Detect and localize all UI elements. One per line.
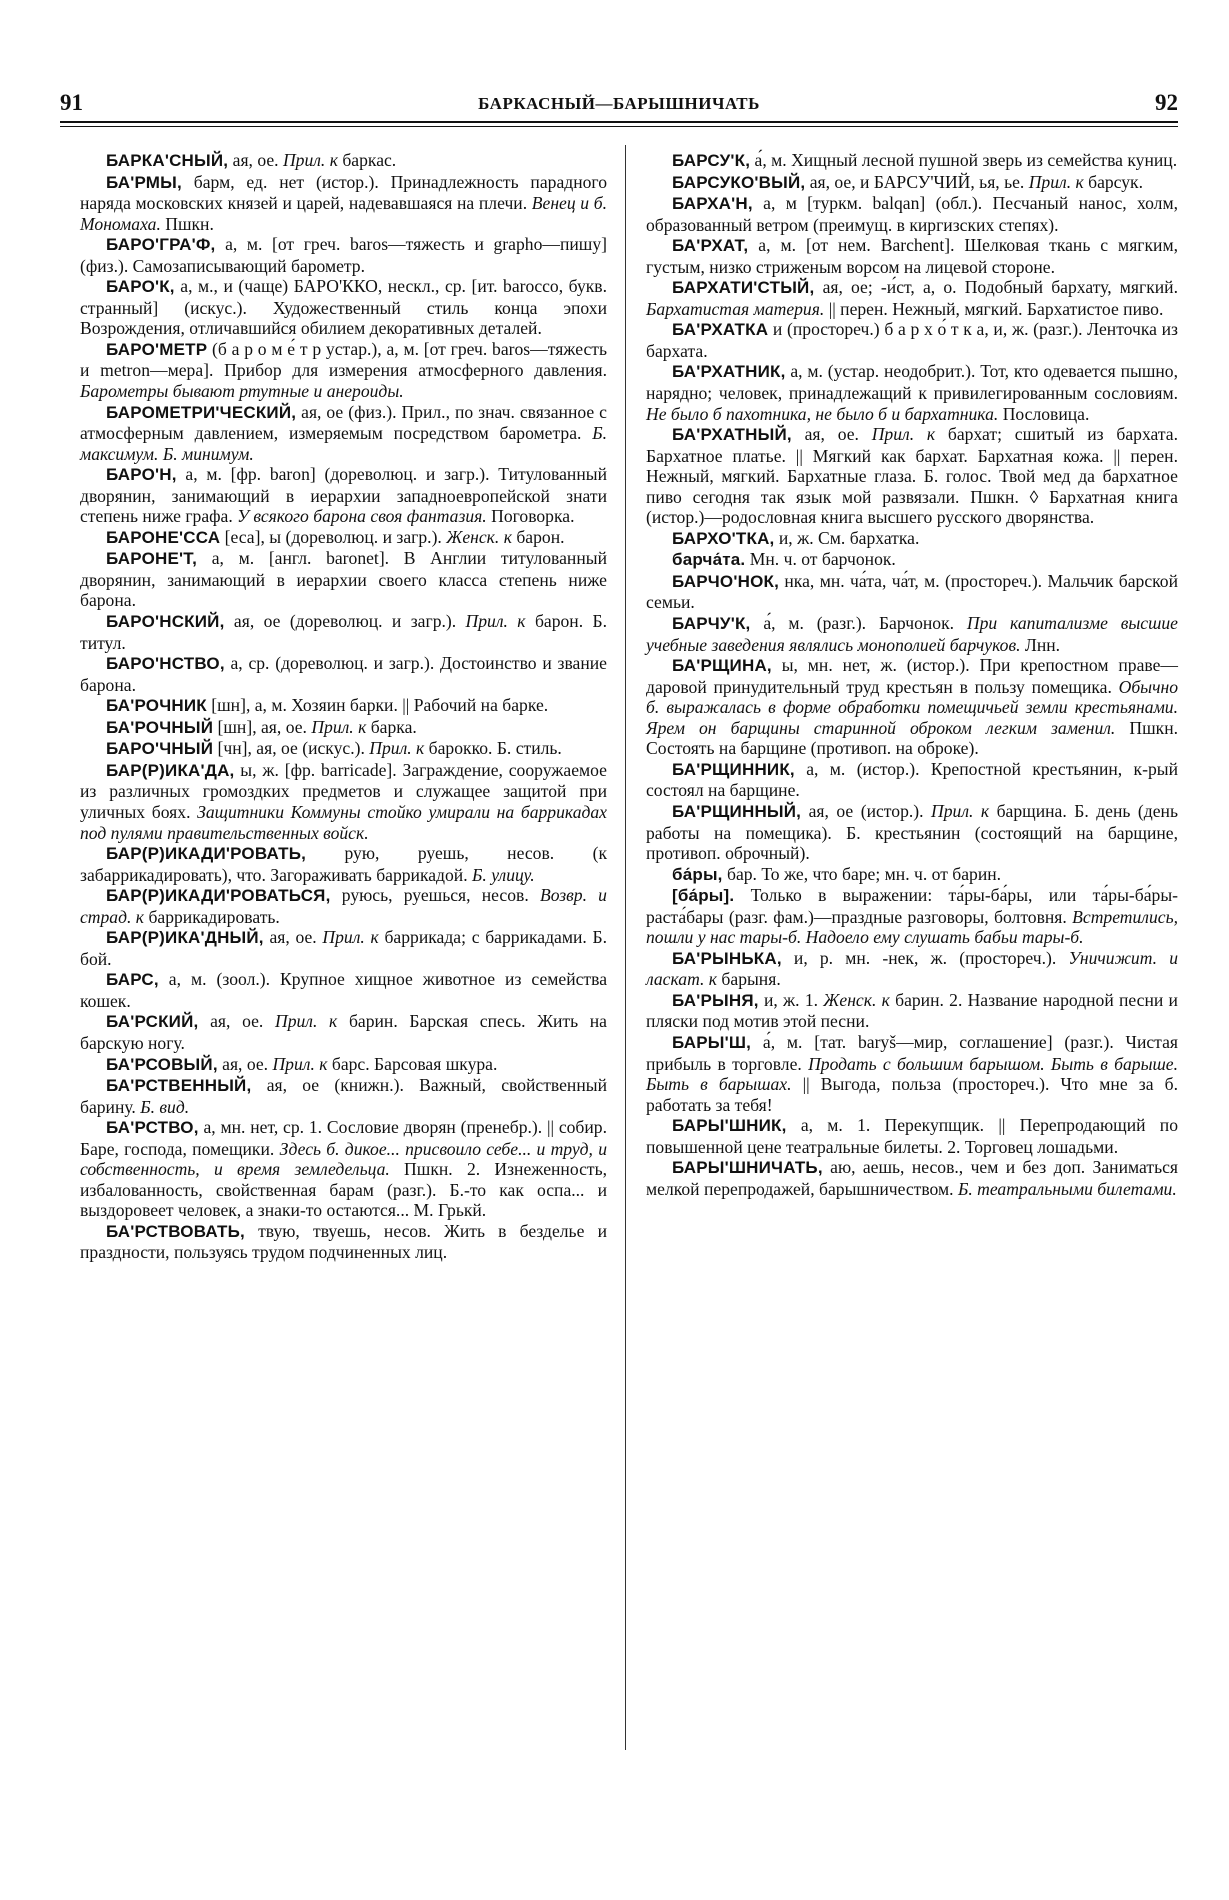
entry-italic: Б. вид. [140,1096,190,1117]
entry [80,885,607,927]
entry [80,1075,607,1117]
entry [80,738,607,760]
entry-text: аю, аешь, несов., чем и без доп. Заниматься мелкой перепродажей, барышничеством. [646,1157,1178,1199]
entry-text: ая, ое. [228,150,283,170]
entry-italic: Женск. к [823,989,890,1010]
entry-text: Мн. ч. от барчонок. [745,549,896,570]
entry [80,464,607,527]
entry [646,885,1178,948]
entry [646,172,1178,194]
entry-tail: баркас. [337,150,397,170]
page-number-right: 92 [1155,90,1178,115]
column-left [80,150,607,1263]
headword: БАРО'ЧНЫЙ [106,739,214,759]
entry [646,613,1178,655]
entry-tail: Пшкн. Состоять на барщине (противоп. на оброке). [646,717,1179,759]
headword: БАРСУ'К, [672,151,751,170]
entry-tail: Пословица. [998,403,1090,424]
entry [646,549,1178,571]
entry-text: и (простореч.) б а р х о́ т к а, и, ж. (разг.). Ленточка из бархата. [646,319,1178,361]
entry-italic: Встретились, пошли у нас тары-б. Надоело ему слушать бабьи тары-б. [646,906,1178,948]
entry-text: а́, м. (разг.). Барчонок. [750,613,967,634]
entry-text: а, м. (устар. неодобрит.). Тот, кто одевается пышно, нарядно; человек, принадлежащий к привилегированным сословиям. [646,361,1178,404]
entry [80,1117,607,1221]
entry [646,1032,1178,1115]
entry-tail: || перен. Нежный, мягкий. Бархатистое пиво. [824,298,1164,319]
header-rule-top [60,121,1178,123]
entry [80,969,607,1011]
entry-italic: Здесь б. дикое... присвоило себе... и труд, и собственность, и время земледельца. [80,1138,607,1180]
headword: БА'РОЧНЫЙ [106,717,214,737]
entry [80,695,607,717]
entry-text: и, р. мн. -нек, ж. (простореч.). [781,947,1069,968]
headword: БАРО'Н, [106,465,177,485]
entry-italic: Бархатистая материя. [646,298,825,319]
headword: [ба́ры]. [672,886,735,906]
entry-text: [еса], ы (дореволюц. и загр.). [220,526,447,547]
entry-text: (б а р о м е́ т р устар.), а, м. [от греч. baros—тяжесть и metron—мера]. Прибор для измерения атмосферного давления. [80,338,607,381]
entry-text: ая, ое (дореволюц. и загр.). [224,611,466,632]
entry-tail: баррикадировать. [144,906,280,927]
entry [80,172,607,235]
entry [80,760,607,843]
entry [80,611,607,653]
entry-text: Только в выражении: та́ры-ба́ры, или та́ры-ба́ры-раста́бары (разг. фам.)—праздные разговоры, болтовня. [646,885,1178,927]
entry-italic: Прил. к [322,927,379,948]
entry-italic: Прил. к [369,738,425,759]
entry-text: ая, ое, и БАРСУ'ЧИЙ, ья, ье. [805,171,1029,192]
page-number-left: 91 [60,90,83,115]
headword: БАР(Р)ИКА'ДА, [106,760,235,780]
entry-text: ая, ое (физ.). Прил., по знач. связанное с атмосферным давлением, измеряемым посредством барометра. [80,401,607,444]
entry [80,1011,607,1053]
entry-text: [чн], ая, ое (искус.). [213,738,370,759]
entry-tail: барокко. Б. стиль. [424,738,562,759]
entry-italic: При капитализме высшие учебные заведения являлись монополией барчуков. [646,613,1178,655]
headword: БАРЫ'ШНИЧАТЬ, [672,1158,823,1178]
entry-tail: барыня. [717,969,781,990]
entry-text: ая, ое (книжн.). Важный, свойственный барину. [80,1075,607,1117]
entry-text: ая, ое. [217,1053,273,1074]
entry [80,1054,607,1076]
entry [646,150,1178,172]
entry-text: а́, м. [тат. baryš—мир, соглашение] (разг.). Чистая прибыль в торговле. [646,1031,1178,1074]
entry [646,235,1178,277]
headword: БА'РХАТНИК, [672,362,786,382]
entry-italic: Прил. к [275,1011,338,1032]
entry-text: бар. То же, что баре; мн. ч. от барин. [722,863,1002,884]
headword: БА'РМЫ, [106,172,182,192]
entry-text: а, м. [от греч. baros—тяжесть и grapho—пишу] (физ.). Самозаписывающий барометр. [80,234,607,276]
headword: БАРО'МЕТР [106,339,208,359]
headword: БА'РЫНЯ, [672,990,759,1010]
entry-text: а, м. [фр. baron] (дореволюц. и загр.). Титулованный дворянин, занимающий в иерархии западноевропейской знати степень ниже графа. [80,464,607,527]
headword: БА'РСТВОВАТЬ, [106,1221,245,1241]
headword: БАР(Р)ИКАДИ'РОВАТЬСЯ, [106,886,331,906]
entry-italic: Продать с большим барышом. Быть в барыше. Быть в барышах. [646,1053,1178,1095]
headword: БА'РХАТНЫЙ, [672,425,792,445]
entry-text: и, ж. 1. [758,989,824,1010]
entry-text: а, мн. нет, ср. 1. Сословие дворян (пренебр.). || собир. Баре, господа, помещики. [80,1117,607,1159]
entry-text: а, м., и (чаще) БАРО'ККО, нескл., ср. [ит. barocco, букв. странный] (искус.). Художественный стиль конца эпохи Возрождения, отличавшийся обилием декоративных деталей. [80,276,607,339]
entry-italic: Б. улицу. [472,864,535,885]
entry [80,234,607,276]
entry-italic: Возвр. и страд. к [80,885,607,927]
entry [80,527,607,549]
headword: БАРО'НСТВО, [106,654,225,674]
entry-tail: барсук. [1083,171,1143,192]
entry-text: а, м [туркм. balqan] (обл.). Песчаный нанос, холм, образованный ветром (преимущ. в киргизских степях). [646,193,1178,235]
headword: БАРЧУ'К, [672,614,751,634]
entry [80,927,607,969]
entry [646,424,1178,528]
entry [80,717,607,739]
entry-italic: Барометры бывают ртутные и анероиды. [80,381,404,402]
entry-tail: барс. Барсовая шкура. [327,1053,498,1074]
entry-italic: Венец и б. Мономаха. [80,193,608,234]
entry [646,1115,1178,1157]
entry [80,843,607,885]
entry-italic: Защитники Коммуны стойко умирали на баррикадах под пулями правительственных войск. [80,801,607,843]
headword: БАРС, [106,970,159,990]
headword: БА'РХАТ, [672,236,749,256]
entry-italic: Прил. к [282,150,338,170]
entry-text: барм, ед. нет (истор.). Принадлежность парадного наряда московских князей и царей, надевавшаяся на плечи. [80,171,607,214]
headword: БА'РОЧНИК [106,696,207,716]
headword: БАРКА'СНЫЙ, [106,151,229,170]
entry-italic: Прил. к [871,424,936,445]
headword: БАРХО'ТКА, [672,528,775,548]
entry-tail: барон. [511,526,565,547]
column-divider [625,145,626,1750]
headword: БАРЧО'НОК, [672,571,779,591]
headword: БАР(Р)ИКАДИ'РОВАТЬ, [106,844,307,864]
entry [646,571,1178,613]
entry-text: ая, ое; -и́ст, а, о. Подобный бархату, мягкий. [814,277,1178,298]
entry-text: а, м. (зоол.). Крупное хищное животное из семейства кошек. [80,969,607,1011]
headword: БАРСУКО'ВЫЙ, [672,172,806,192]
entry-tail: Пшкн. [160,213,214,234]
entry-text: а, ср. (дореволюц. и загр.). Достоинство и звание барона. [80,653,607,695]
entry-text: ы, мн. нет, ж. (истор.). При крепостном праве—даровой принудительный труд крестьян в пользу помещика. [646,655,1178,697]
headword: БА'РСТВЕННЫЙ, [106,1076,252,1096]
entry-text: твую, твуешь, несов. Жить в безделье и праздности, пользуясь трудом подчиненных лиц. [80,1220,607,1263]
headword: БА'РЩИННЫЙ, [672,801,802,821]
headword: БА'РЩИННИК, [672,759,795,779]
entry-text: рую, руешь, несов. (к забаррикадировать), что. Загораживать баррикадой. [80,843,607,885]
header-rule-bottom [60,126,1178,127]
entry-italic: Уничижит. и ласкат. к [646,947,1179,990]
headword: БА'РСОВЫЙ, [106,1054,218,1074]
entry-tail: барон. Б. титул. [80,611,607,653]
headword: БАРЫ'ШНИК, [672,1116,787,1136]
entry-italic: Не было б пахотника, не было б и бархатника. [646,403,999,424]
headword: БА'РСТВО, [106,1118,199,1138]
column-right [646,150,1178,1199]
headword: ба́ры, [672,864,723,884]
entry [80,548,607,611]
headword: БА'РХАТКА [672,320,769,340]
entry [646,277,1178,319]
entry [646,948,1178,990]
entry-italic: Прил. к [1028,171,1084,192]
entry-text: [шн], ая, ое. [213,716,312,737]
headword: БА'РЫНЬКА, [672,948,782,968]
running-header [60,86,1178,120]
entry-italic: У всякого барона своя фантазия. [237,506,487,527]
headword: БА'РЩИНА, [672,656,772,676]
entry-text: ая, ое. [791,424,872,445]
headword: БАРХАТИ'СТЫЙ, [672,278,815,298]
entry [80,339,607,402]
header-title: БАРКАСНЫЙ—БАРЫШНИЧАТЬ [478,94,760,113]
entry-italic: Б. максимум. Б. минимум. [80,423,607,464]
entry [646,361,1178,424]
headword: БАРОНЕ'Т, [106,549,198,569]
entry [646,655,1178,759]
entry-text: а, м. (истор.). Крепостной крестьянин, к-рый состоял на барщине. [646,758,1178,801]
entry [80,150,607,172]
entry-tail: бархат; сшитый из бархата. Бархатное платье. || Мягкий как бархат. Бархатная кожа. || перен. Нежный, мягкий. Бархатные глаза. Б. голос. Твой мед да бархатное пиво сегодня так язык мой развязали. Пшкн. ◊ Бархатная книга (истор.)—родословная книга высшего русского дворянства. [646,424,1179,528]
headword: БАРХА'Н, [672,194,753,214]
entry [80,276,607,339]
entry [646,759,1178,801]
entry-tail: барщина. Б. день (день работы на помещика). Б. крестьянин (состоящий на барщине, противоп. оброчный). [646,800,1178,864]
entry [646,990,1178,1032]
headword: БАР(Р)ИКА'ДНЫЙ, [106,928,264,948]
entry-text: ая, ое. [263,927,323,948]
entry-italic: Прил. к [272,1053,328,1074]
entry [646,1157,1178,1199]
entry-text: нка, мн. ча́та, ча́т, м. (простореч.). Мальчик барской семьи. [646,570,1178,613]
entry-tail: || Выгода, польза (простореч.). Что мне за б. работать за тебя! [646,1074,1178,1115]
entry-italic: Женск. к [446,526,512,547]
entry-text: [шн], а, м. Хозяин барки. || Рабочий на барке. [206,695,549,716]
entry [80,402,607,465]
headword: БАРЫ'Ш, [672,1032,752,1052]
entry-tail: Лнн. [1020,634,1061,655]
entry [80,653,607,695]
headword: БАРОНЕ'ССА [106,527,221,547]
entry-tail: барка. [366,716,417,737]
headword: БАРОМЕТРИ'ЧЕСКИЙ, [106,402,297,422]
entry [646,801,1178,864]
entry-tail: барин. Барская спесь. Жить на барскую ногу. [80,1011,607,1053]
entry-text: а, м. 1. Перекупщик. || Перепродающий по повышенной цене театральные билеты. 2. Торговец лошадьми. [646,1115,1178,1157]
entry-text: ая, ое (истор.). [801,800,932,821]
entry-tail: баррикада; с баррикадами. Б. бой. [80,927,608,969]
headword: барча́та. [672,550,746,570]
entry-text: ая, ое. [198,1011,275,1032]
entry-italic: Прил. к [311,716,367,737]
entry [646,528,1178,550]
entry-italic: Обычно б. выражалась в форме обработки помещичьей земли крестьянами. Ярем он барщины старинной оброком легким заменил. [646,676,1178,738]
headword: БА'РСКИЙ, [106,1012,199,1032]
entry-tail: Пшкн. 2. Изнеженность, избалованность, свойственная барам (разг.). Б.-то как оспа... и выздоровеет человек, а знаки-то остаются... М. Грькй. [80,1159,607,1221]
headword: БАРО'ГРА'Ф, [106,235,216,255]
entry-italic: Прил. к [931,800,990,821]
entry [80,1221,607,1263]
entry-text: а́, м. Хищный лесной пушной зверь из семейства куниц. [750,150,1178,170]
entry-text: а, м. [англ. baronet]. В Англии титулованный дворянин, занимающий в иерархии своего класса степень ниже барона. [80,548,607,611]
entry [646,193,1178,235]
entry-text: руюсь, руешься, несов. [330,885,540,906]
entry [646,864,1178,886]
entry-text: а, м. [от нем. Barchent]. Шелковая ткань с мягким, густым, низко стриженым ворсом на лицевой стороне. [646,235,1178,277]
entry-tail: барин. 2. Название народной песни и пляски под мотив этой песни. [646,989,1178,1032]
entry [646,319,1178,361]
entry-text: ы, ж. [фр. barricade]. Заграждение, сооружаемое из различных громоздких предметов и служащее защитой при уличных боях. [80,759,607,822]
headword: БАРО'К, [106,277,175,297]
entry-italic: Б. театральными билетами. [957,1178,1177,1199]
entry-tail: Поговорка. [486,506,575,527]
headword: БАРО'НСКИЙ, [106,612,225,632]
entry-italic: Прил. к [465,611,526,632]
entry-text: и, ж. См. бархатка. [774,527,920,548]
